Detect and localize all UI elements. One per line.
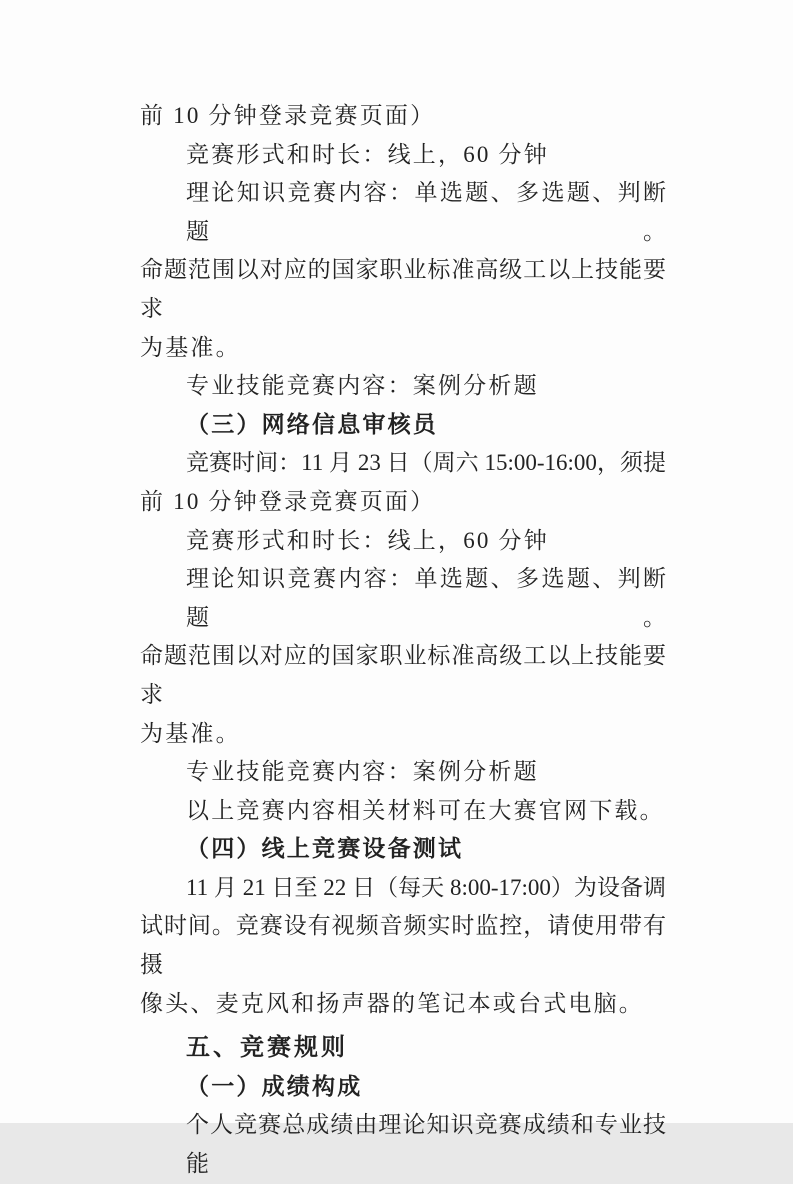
text-line: 11 月 21 日至 22 日（每天 8:00-17:00）为设备调 — [186, 874, 666, 900]
text-line: 理论知识竞赛内容：单选题、多选题、判断题。 — [186, 566, 666, 630]
text-line: 为基准。 — [140, 334, 241, 360]
text-line: 前 10 分钟登录竞赛页面） — [140, 488, 436, 514]
text-line: 以上竞赛内容相关材料可在大赛官网下载。 — [186, 797, 665, 823]
text-line: 理论知识竞赛内容：单选题、多选题、判断题。 — [186, 180, 666, 244]
subsection-heading-4: （四）线上竞赛设备测试 — [186, 836, 464, 862]
subsection-heading-3: （三）网络信息审核员 — [186, 411, 438, 437]
text-line: 竞赛形式和时长：线上，60 分钟 — [186, 527, 549, 553]
text-line: 命题范围以对应的国家职业标准高级工以上技能要求 — [140, 257, 666, 321]
page-text-block — [140, 97, 666, 1184]
text-line: 试时间。竞赛设有视频音频实时监控，请使用带有摄 — [140, 913, 666, 978]
text-line: 竞赛形式和时长：线上，60 分钟 — [186, 141, 549, 167]
section-heading-5: 五、竞赛规则 — [186, 1034, 348, 1062]
text-line: 前 10 分钟登录竞赛页面） — [140, 103, 436, 128]
subsection-heading-1: （一）成绩构成 — [186, 1073, 363, 1099]
text-line: 为基准。 — [140, 720, 241, 746]
text-line: 专业技能竞赛内容：案例分析题 — [186, 759, 539, 785]
text-line: 像头、麦克风和扬声器的笔记本或台式电脑。 — [140, 990, 644, 1016]
text-line: 命题范围以对应的国家职业标准高级工以上技能要求 — [140, 643, 666, 707]
text-line: 个人竞赛总成绩由理论知识竞赛成绩和专业技能 — [186, 1112, 666, 1177]
text-line: 竞赛时间：11 月 23 日（周六 15:00-16:00，须提 — [186, 450, 666, 476]
text-line: 专业技能竞赛内容：案例分析题 — [186, 373, 539, 399]
